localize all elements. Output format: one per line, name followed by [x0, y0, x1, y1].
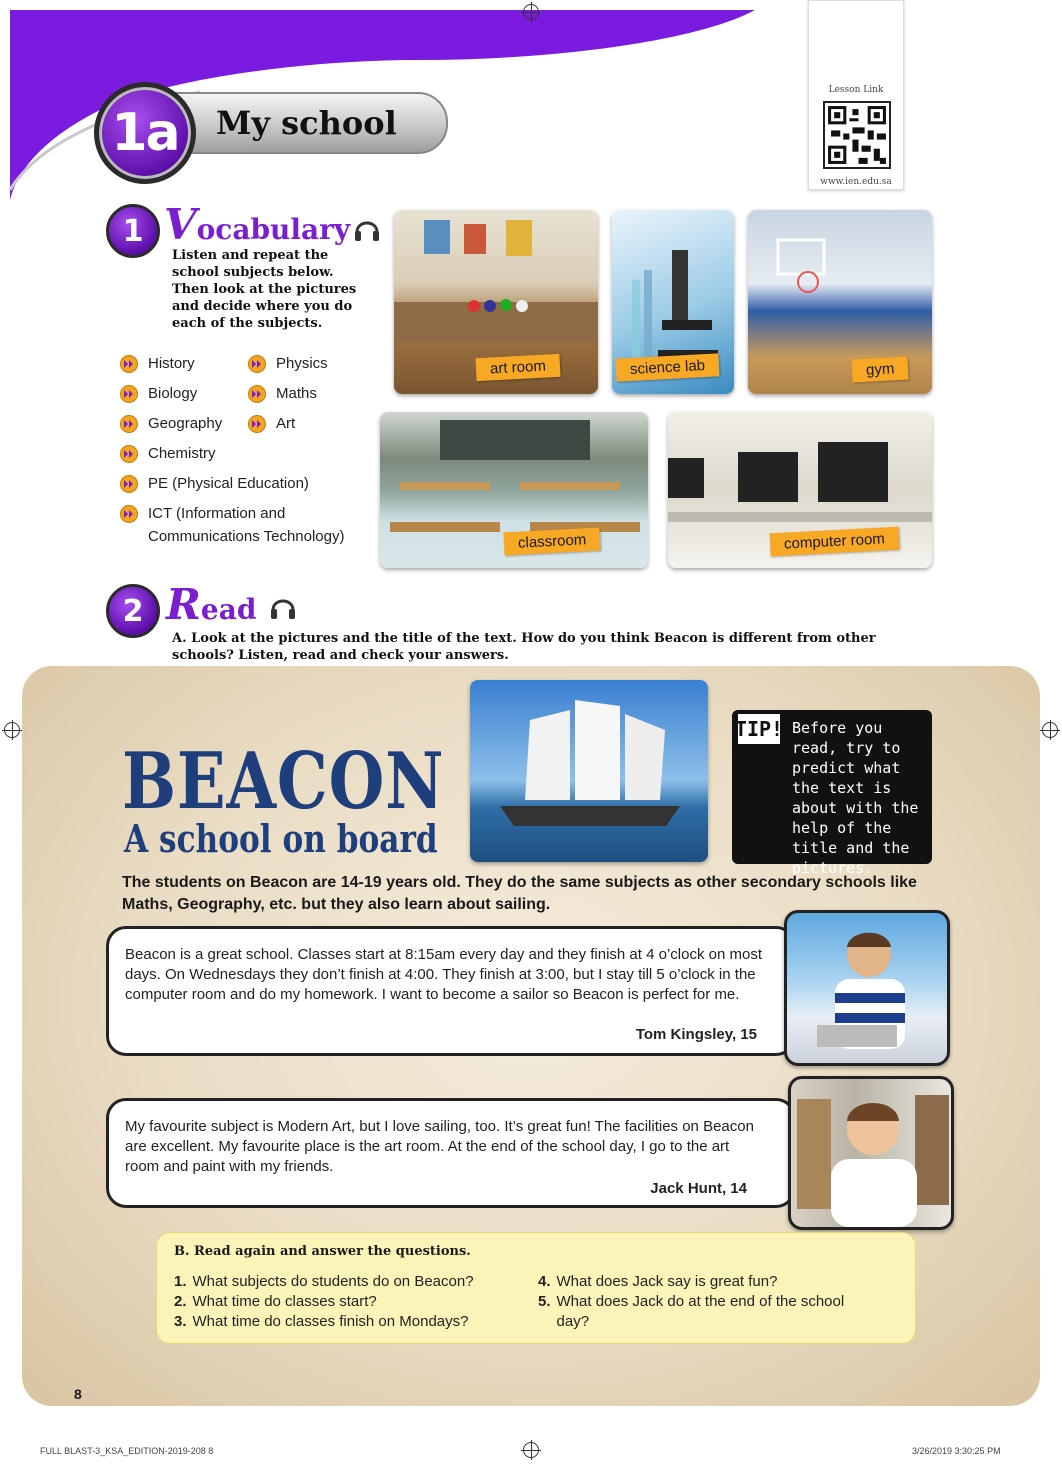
registration-mark-left: [4, 722, 20, 738]
quote-author: Jack Hunt, 14: [650, 1180, 747, 1197]
headphones-icon[interactable]: [268, 592, 298, 622]
lesson-badge: [94, 82, 196, 184]
lesson-link-label: Lesson Link: [828, 85, 884, 95]
photo-label-art-room: art room: [475, 354, 560, 381]
question-item: 2. What time do classes start?: [174, 1293, 377, 1310]
registration-mark-right: [1042, 722, 1058, 738]
play-bullet-icon: [120, 385, 138, 403]
vocabulary-title: [164, 200, 350, 249]
photo-label-classroom: classroom: [503, 527, 600, 555]
read-instruction-a: A. Look at the pictures and the title of the text. How do you think Beacon is different from other schools? Listen, read and check your answers.: [172, 631, 876, 663]
play-bullet-icon: [120, 445, 138, 463]
quote-text: My favourite subject is Modern Art, but I love sailing, too. It’s great fun! The facilities on Beacon are excellent. My favourite place is the art room. At the end of the school day, I go to the art room and paint with my friends.: [125, 1118, 754, 1175]
registration-mark-top: [523, 4, 539, 20]
play-bullet-icon: [120, 475, 138, 493]
section-number-1: 1: [106, 204, 160, 258]
question-item: 4. What does Jack say is great fun?: [538, 1273, 778, 1290]
subject-item: Physics: [248, 352, 328, 375]
vocabulary-title-initial: V: [164, 200, 197, 249]
play-bullet-icon: [120, 355, 138, 373]
subject-item: ICT (Information and Communications Technology): [120, 502, 345, 548]
section-number-2: 2: [106, 584, 160, 638]
tip-label: TIP!: [736, 712, 782, 746]
subject-item: Art: [248, 412, 295, 435]
subject-item: PE (Physical Education): [120, 472, 309, 495]
footer-left: FULL BLAST-3_KSA_EDITION-2019-208 8: [40, 1446, 214, 1456]
play-bullet-icon: [248, 385, 266, 403]
article-intro: The students on Beacon are 14-19 years old. They do the same subjects as other secondary schools like Maths, Geography, etc. but they also learn about sailing.: [122, 874, 917, 913]
footer-right: 3/26/2019 3:30:25 PM: [912, 1446, 1001, 1456]
play-bullet-icon: [120, 505, 138, 523]
play-bullet-icon: [248, 355, 266, 373]
photo-tom-kingsley: [784, 910, 950, 1066]
subjects-list: [120, 352, 380, 552]
play-bullet-icon: [248, 415, 266, 433]
quote-box-tom: [106, 926, 796, 1056]
read-title-initial: R: [166, 580, 201, 629]
quote-author: Tom Kingsley, 15: [635, 1026, 757, 1043]
vocabulary-instructions: Listen and repeat the school subjects below. Then look at the pictures and decide where you do each of the subjects.: [172, 248, 357, 331]
article-title: BEACON: [122, 736, 445, 827]
question-item: 1. What subjects do students do on Beacon?: [174, 1273, 474, 1290]
tip-text: Before you read, try to predict what the text is about with the help of the title and the pictures.: [792, 719, 919, 877]
lesson-link-box[interactable]: [808, 0, 904, 190]
photo-sailing-ship: [470, 680, 708, 862]
headphones-icon[interactable]: [352, 214, 382, 244]
read-title: [166, 580, 256, 629]
subject-item: Chemistry: [120, 442, 216, 465]
article-subtitle: A school on board: [124, 816, 438, 861]
question-item: 3. What time do classes finish on Mondays?: [174, 1313, 469, 1330]
photo-label-gym: gym: [851, 357, 908, 383]
subject-item: Maths: [248, 382, 317, 405]
page-number: 8: [74, 1386, 82, 1402]
lesson-link-url: www.ien.edu.sa: [820, 177, 892, 187]
photo-label-computer-room: computer room: [769, 527, 899, 557]
question-item: 5. What does Jack do at the end of the school day?: [538, 1293, 845, 1330]
quote-text: Beacon is a great school. Classes start at 8:15am every day and they finish at 4 o’clock on most days. On Wednesdays they don’t finish at 4:00. They finish at 3:00, but I stay till 5 o’clock in the computer room and do my homework. I want to become a sailor so Beacon is perfect for me.: [125, 946, 762, 1003]
ship-illustration: [470, 680, 708, 862]
lesson-number: 1a: [111, 103, 179, 163]
student-illustration: [787, 913, 947, 1063]
subject-item: Biology: [120, 382, 197, 405]
photo-jack-hunt: [788, 1076, 954, 1230]
subject-item: History: [120, 352, 195, 375]
photo-label-science-lab: science lab: [615, 353, 719, 381]
subject-item: Geography: [120, 412, 222, 435]
quote-box-jack: [106, 1098, 796, 1208]
registration-mark-bottom: [523, 1442, 539, 1458]
read-title-rest: ead: [200, 593, 257, 626]
qr-code-icon: [823, 101, 891, 169]
student-illustration: [791, 1079, 951, 1227]
lesson-title: My school: [216, 104, 397, 142]
vocabulary-title-rest: ocabulary: [196, 213, 351, 246]
questions-heading: B. Read again and answer the questions.: [174, 1244, 471, 1259]
play-bullet-icon: [120, 415, 138, 433]
